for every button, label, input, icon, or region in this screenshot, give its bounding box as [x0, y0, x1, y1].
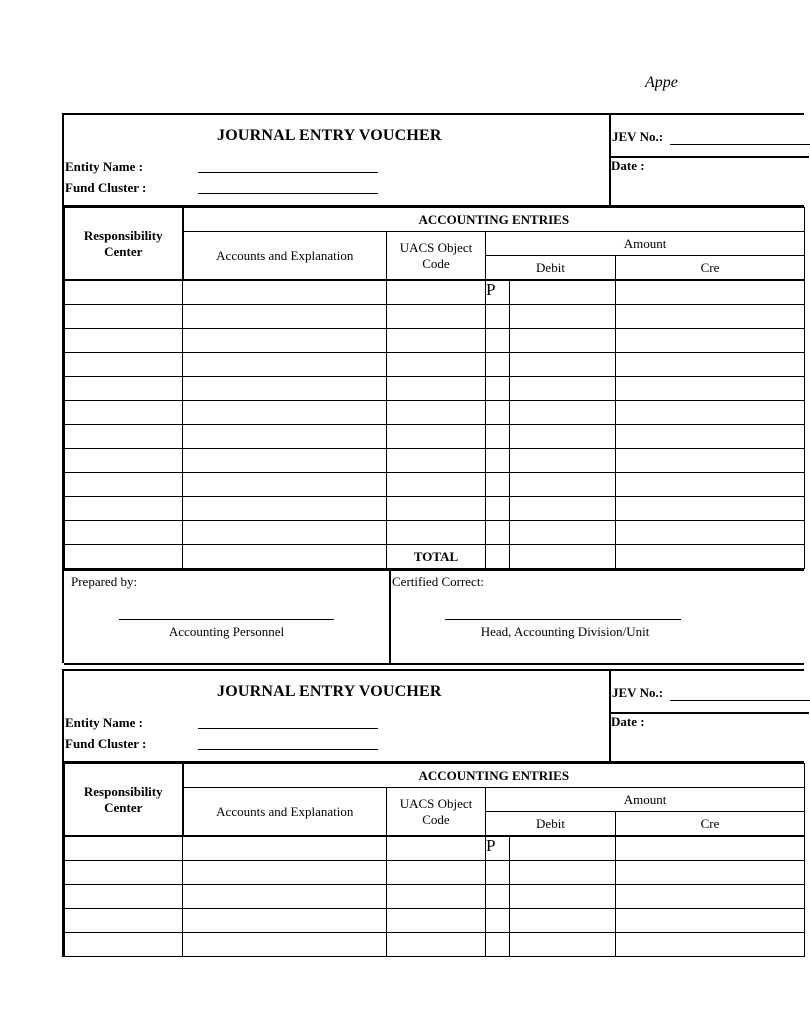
cell-credit[interactable]: [616, 329, 805, 353]
cell-uacs[interactable]: [387, 305, 486, 329]
cell-uacs[interactable]: [387, 425, 486, 449]
cell-credit[interactable]: [616, 861, 805, 885]
entry-row: [65, 933, 805, 957]
cell-peso: [486, 401, 510, 425]
cell-responsibility[interactable]: [65, 353, 183, 377]
cell-peso: [486, 353, 510, 377]
credit-header: Cre: [616, 256, 805, 281]
cell-uacs[interactable]: [387, 449, 486, 473]
total-debit[interactable]: [510, 545, 616, 569]
cell-debit[interactable]: [510, 473, 616, 497]
cell-peso: [486, 909, 510, 933]
fund-cluster-field[interactable]: [198, 193, 378, 194]
fund-cluster-label: Fund Cluster :: [65, 736, 147, 751]
cell-credit[interactable]: [616, 473, 805, 497]
entity-name-label: Entity Name :: [65, 715, 143, 730]
cell-accounts[interactable]: [183, 401, 387, 425]
cell-peso: [486, 933, 510, 957]
cell-peso: [486, 861, 510, 885]
responsibility-center-header: Responsibility Center: [65, 764, 183, 837]
cell-uacs[interactable]: [387, 401, 486, 425]
entry-row: [65, 377, 805, 401]
cell-peso: [486, 449, 510, 473]
entry-row: [65, 329, 805, 353]
cell-responsibility[interactable]: [65, 305, 183, 329]
entry-row: [65, 401, 805, 425]
entries-table: [64, 763, 805, 957]
cell-uacs[interactable]: [387, 885, 486, 909]
responsibility-center-header: Responsibility Center: [65, 208, 183, 281]
cell-debit[interactable]: [510, 401, 616, 425]
voucher-2-clip: [62, 669, 720, 945]
amount-header: Amount: [486, 232, 805, 256]
jev-no-field[interactable]: [670, 700, 810, 701]
peso-sign: P: [486, 836, 510, 861]
cell-responsibility[interactable]: [65, 497, 183, 521]
entry-row: [65, 425, 805, 449]
cell-debit[interactable]: [510, 305, 616, 329]
cell-accounts[interactable]: [183, 329, 387, 353]
cell-uacs[interactable]: [387, 521, 486, 545]
appendix-label: Appe: [645, 74, 678, 91]
entry-row: [65, 305, 805, 329]
cell-accounts[interactable]: [183, 449, 387, 473]
cell-debit[interactable]: [510, 836, 616, 861]
cell-accounts[interactable]: [183, 933, 387, 957]
cell-accounts[interactable]: [183, 280, 387, 305]
cell-uacs[interactable]: [387, 836, 486, 861]
signature-block: [64, 569, 804, 663]
entity-name-field[interactable]: [198, 728, 378, 729]
cell-accounts[interactable]: [183, 861, 387, 885]
cell-credit[interactable]: [616, 909, 805, 933]
cell-peso: [486, 425, 510, 449]
cell-accounts[interactable]: [183, 497, 387, 521]
cell-responsibility[interactable]: [65, 329, 183, 353]
cell-credit[interactable]: [616, 280, 805, 305]
cell-credit[interactable]: [616, 305, 805, 329]
cell-peso: [486, 377, 510, 401]
cell-accounts[interactable]: [183, 909, 387, 933]
jev-no-label: JEV No.:: [612, 685, 664, 700]
entry-row: [65, 473, 805, 497]
cell-accounts[interactable]: [183, 836, 387, 861]
jev-no-field[interactable]: [670, 144, 810, 145]
cell-credit[interactable]: [616, 425, 805, 449]
cell-debit[interactable]: [510, 885, 616, 909]
uacs-code-header: UACS Object Code: [387, 232, 486, 281]
signature-divider: [389, 571, 391, 663]
cell-debit[interactable]: [510, 353, 616, 377]
voucher-2: [62, 669, 804, 957]
credit-header: Cre: [616, 812, 805, 837]
voucher-header: [64, 115, 804, 207]
accounts-explanation-header: Accounts and Explanation: [183, 788, 387, 837]
cell-credit[interactable]: [616, 933, 805, 957]
entity-name-label: Entity Name :: [65, 159, 143, 174]
entry-row: [65, 449, 805, 473]
fund-cluster-label: Fund Cluster :: [65, 180, 147, 195]
accounting-personnel-label: Accounting Personnel: [168, 624, 285, 639]
voucher-bottom-border: [64, 663, 804, 665]
cell-uacs[interactable]: [387, 497, 486, 521]
cell-credit[interactable]: [616, 353, 805, 377]
cell-responsibility[interactable]: [65, 933, 183, 957]
entry-row: [65, 861, 805, 885]
cell-accounts[interactable]: [183, 885, 387, 909]
total-credit[interactable]: [616, 545, 805, 569]
fund-cluster-field[interactable]: [198, 749, 378, 750]
cell-debit[interactable]: [510, 497, 616, 521]
cell-debit[interactable]: [510, 909, 616, 933]
cell-responsibility[interactable]: [65, 280, 183, 305]
cell-responsibility[interactable]: [65, 836, 183, 861]
cell-peso: [486, 545, 510, 569]
amount-header: Amount: [486, 788, 805, 812]
voucher-title: JOURNAL ENTRY VOUCHER: [217, 683, 442, 700]
cell-debit[interactable]: [510, 521, 616, 545]
cell-uacs[interactable]: [387, 909, 486, 933]
jev-no-label: JEV No.:: [612, 129, 664, 144]
cell-uacs[interactable]: [387, 861, 486, 885]
cell-debit[interactable]: [510, 861, 616, 885]
cell-accounts[interactable]: [183, 521, 387, 545]
cell-accounts[interactable]: [183, 425, 387, 449]
entry-row: [65, 353, 805, 377]
accounting-entries-header: ACCOUNTING ENTRIES: [183, 208, 805, 232]
voucher-header: [64, 671, 804, 763]
cell-accounts[interactable]: [183, 305, 387, 329]
certified-signature-line[interactable]: [445, 619, 681, 620]
certified-correct-label: Certified Correct:: [392, 574, 485, 589]
cell-responsibility[interactable]: [65, 885, 183, 909]
cell-credit[interactable]: [616, 836, 805, 861]
cell-uacs[interactable]: [387, 329, 486, 353]
entry-row: [65, 909, 805, 933]
debit-header: Debit: [486, 812, 616, 837]
cell-credit[interactable]: [616, 521, 805, 545]
cell-uacs[interactable]: [387, 933, 486, 957]
cell-debit[interactable]: [510, 933, 616, 957]
cell-peso: [486, 305, 510, 329]
cell-debit[interactable]: [510, 329, 616, 353]
cell-responsibility[interactable]: [65, 449, 183, 473]
cell-accounts[interactable]: [183, 377, 387, 401]
peso-sign: P: [486, 280, 510, 305]
cell-credit[interactable]: [616, 401, 805, 425]
date-label: Date :: [611, 158, 645, 173]
cell-peso: [486, 473, 510, 497]
entity-name-field[interactable]: [198, 172, 378, 173]
prepared-signature-line[interactable]: [119, 619, 334, 620]
cell-credit[interactable]: [616, 377, 805, 401]
cell-responsibility[interactable]: [65, 377, 183, 401]
voucher-1-clip: [62, 113, 720, 650]
cell-uacs[interactable]: [387, 280, 486, 305]
cell-debit[interactable]: [510, 377, 616, 401]
entry-row: [65, 885, 805, 909]
cell-responsibility[interactable]: [65, 909, 183, 933]
cell-accounts[interactable]: [183, 353, 387, 377]
cell-debit[interactable]: [510, 449, 616, 473]
cell-uacs[interactable]: [387, 377, 486, 401]
cell-credit[interactable]: [616, 449, 805, 473]
cell-responsibility[interactable]: [65, 425, 183, 449]
cell-responsibility[interactable]: [65, 861, 183, 885]
cell-responsibility[interactable]: [65, 401, 183, 425]
date-label: Date :: [611, 714, 645, 729]
cell-peso: [486, 497, 510, 521]
cell-responsibility[interactable]: [65, 521, 183, 545]
head-accounting-label: Head, Accounting Division/Unit: [480, 624, 650, 639]
cell-accounts[interactable]: [183, 473, 387, 497]
accounting-entries-header: ACCOUNTING ENTRIES: [183, 764, 805, 788]
prepared-by-label: Prepared by:: [71, 574, 138, 589]
entry-row: [65, 521, 805, 545]
entries-table: [64, 207, 805, 569]
cell-uacs[interactable]: [387, 473, 486, 497]
cell-credit[interactable]: [616, 497, 805, 521]
cell-accounts: [183, 545, 387, 569]
total-row: [65, 545, 805, 569]
cell-debit[interactable]: [510, 425, 616, 449]
entry-row: [65, 280, 805, 305]
cell-peso: [486, 885, 510, 909]
voucher-1: [62, 113, 804, 663]
cell-debit[interactable]: [510, 280, 616, 305]
entry-row: [65, 497, 805, 521]
cell-peso: [486, 521, 510, 545]
cell-uacs[interactable]: [387, 353, 486, 377]
cell-responsibility[interactable]: [65, 473, 183, 497]
cell-credit[interactable]: [616, 885, 805, 909]
total-label: TOTAL: [387, 545, 486, 569]
accounts-explanation-header: Accounts and Explanation: [183, 232, 387, 281]
cell-responsibility: [65, 545, 183, 569]
cell-peso: [486, 329, 510, 353]
uacs-code-header: UACS Object Code: [387, 788, 486, 837]
entry-row: [65, 836, 805, 861]
voucher-title: JOURNAL ENTRY VOUCHER: [217, 127, 442, 144]
debit-header: Debit: [486, 256, 616, 281]
